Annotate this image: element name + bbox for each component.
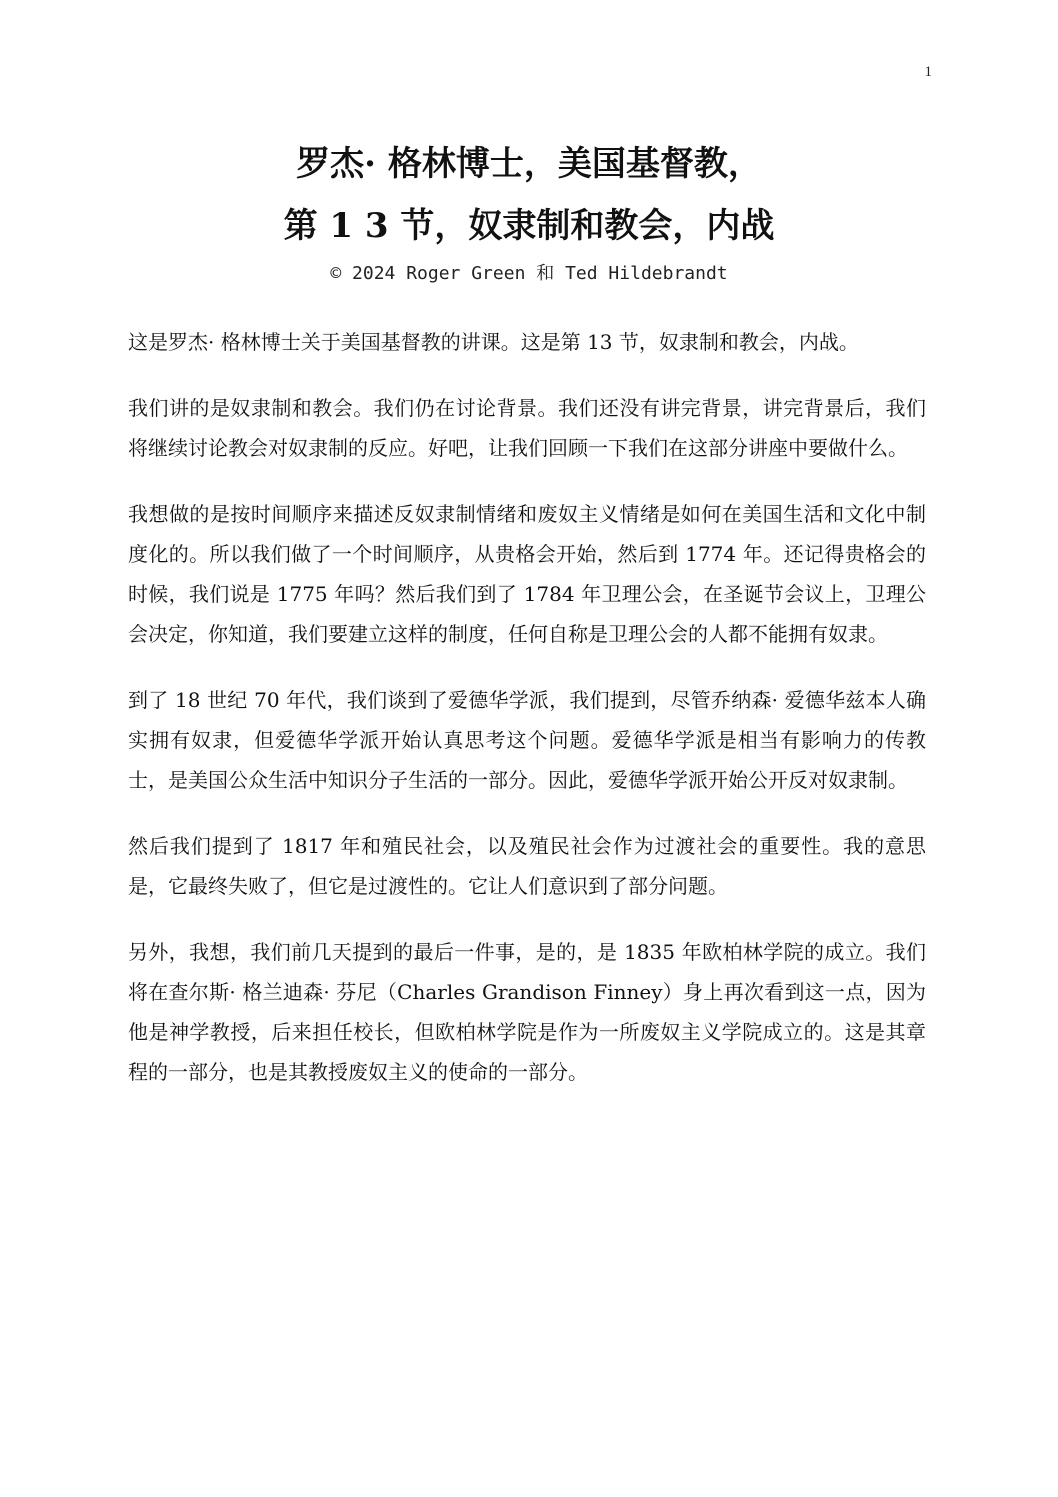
- paragraph-6: 另外，我想，我们前几天提到的最后一件事，是的，是 1835 年欧柏林学院的成立。我们将在查尔斯· 格兰迪森· 芬尼（Charles Grandison Finney）身上再次看到这一点，因为他是神学教授，后来担任校长，但欧柏林学院是作为一所废奴主义学院成立的。这是其章程的一部分，也是其教授废奴主义的使命的一部分。: [128, 940, 926, 1084]
- paragraph-3: 我想做的是按时间顺序来描述反奴隶制情绪和废奴主义情绪是如何在美国生活和文化中制度化的。所以我们做了一个时间顺序，从贵格会开始，然后到 1774 年。还记得贵格会的时候，我们说是 1775 年吗？然后我们到了 1784 年卫理公会，在圣诞节会议上，卫理公会决定，你知道，我们要建立这样的制度，任何自称是卫理公会的人都不能拥有奴隶。: [128, 502, 926, 646]
- paragraph-4: 到了 18 世纪 70 年代，我们谈到了爱德华学派，我们提到，尽管乔纳森· 爱德华兹本人确实拥有奴隶，但爱德华学派开始认真思考这个问题。爱德华学派是相当有影响力的传教士，是美国公众生活中知识分子生活的一部分。因此，爱德华学派开始公开反对奴隶制。: [128, 688, 926, 792]
- document-body: [128, 322, 926, 1118]
- paragraph-2: 我们讲的是奴隶制和教会。我们仍在讨论背景。我们还没有讲完背景，讲完背景后，我们将继续讨论教会对奴隶制的反应。好吧，让我们回顾一下我们在这部分讲座中要做什么。: [128, 396, 926, 460]
- paragraph-1: 这是罗杰· 格林博士关于美国基督教的讲课。这是第 13 节，奴隶制和教会，内战。: [128, 330, 859, 354]
- document-title-line-2: 第 1 3 节，奴隶制和教会，内战: [283, 206, 775, 246]
- document-title-line-1: 罗杰· 格林博士，美国基督教，: [296, 144, 762, 184]
- copyright-line: © 2024 Roger Green 和 Ted Hildebrandt: [330, 263, 728, 284]
- page-number: 1: [924, 64, 932, 80]
- paragraph-5: 然后我们提到了 1817 年和殖民社会，以及殖民社会作为过渡社会的重要性。我的意思是，它最终失败了，但它是过渡性的。它让人们意识到了部分问题。: [128, 834, 926, 898]
